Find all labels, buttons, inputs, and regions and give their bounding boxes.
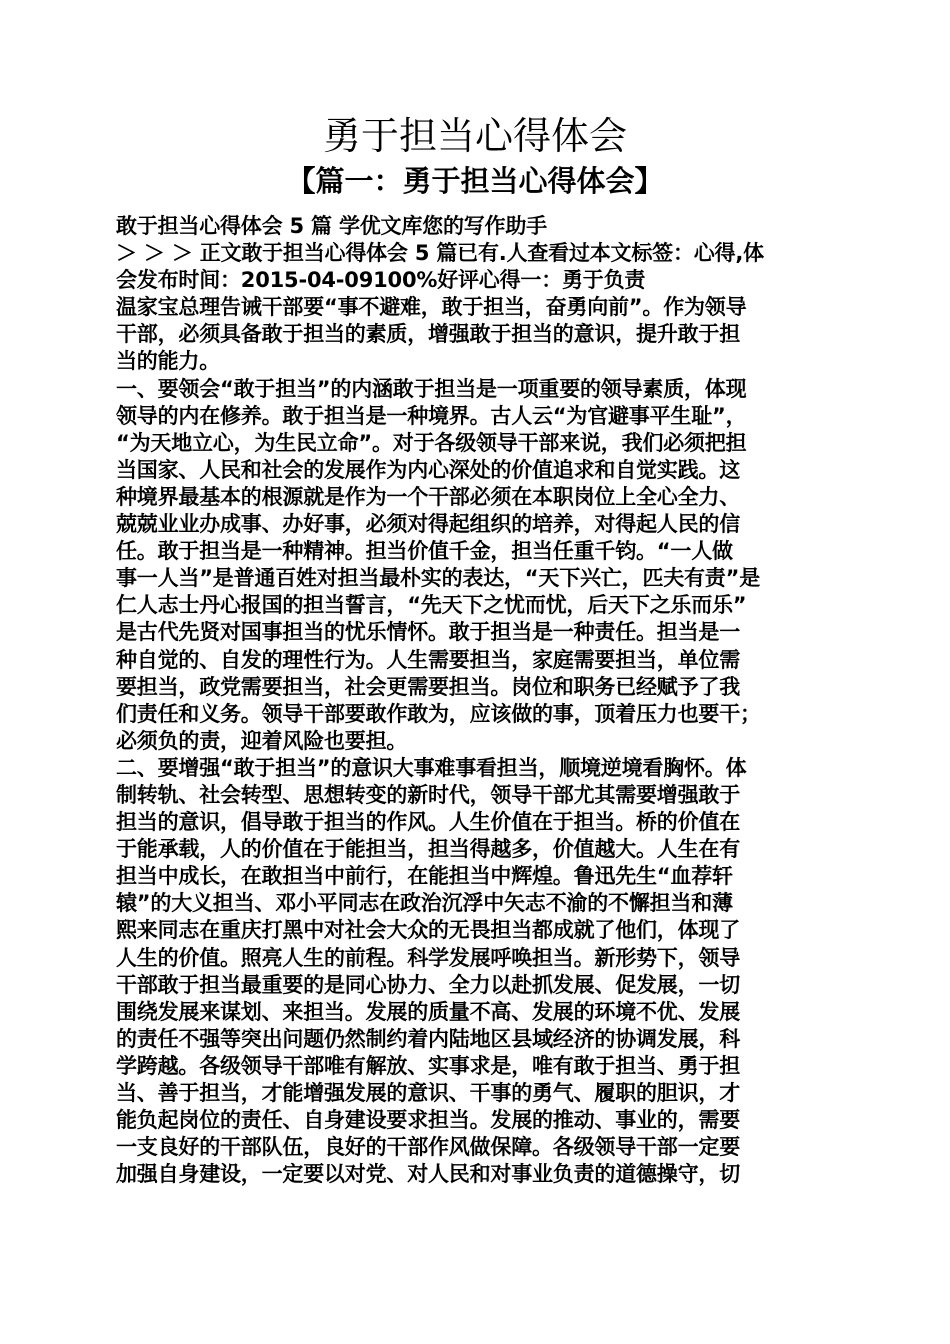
document-subtitle: 【篇一：勇于担当心得体会】 bbox=[286, 164, 664, 198]
body-text-line: 仁人志士丹心报国的担当誓言，“先天下之忧而忧，后天下之乐而乐” bbox=[116, 593, 747, 618]
body-text-line: 熙来同志在重庆打黑中对社会大众的无畏担当都成就了他们，体现了 bbox=[116, 918, 740, 943]
body-text-line: 种境界最基本的根源就是作为一个干部必须在本职岗位上全心全力、 bbox=[116, 484, 740, 509]
body-text-line: 当的能力。 bbox=[116, 349, 220, 374]
body-text-line: ＞ ＞ ＞ 正文敢于担当心得体会 5 篇已有.人查看过本文标签：心得,体 bbox=[116, 241, 764, 266]
body-text-line: 是古代先贤对国事担当的忧乐情怀。敢于担当是一种责任。担当是一 bbox=[116, 620, 740, 645]
body-text-line: 二、要增强“敢于担当”的意识大事难事看担当，顺境逆境看胸怀。体 bbox=[116, 755, 747, 780]
body-text-line: 事一人当”是普通百姓对担当最朴实的表达，“天下兴亡，匹夫有责”是 bbox=[116, 566, 761, 591]
body-text-line: 敢于担当心得体会 5 篇 学优文库您的写作助手 bbox=[116, 214, 547, 238]
body-text-line: 温家宝总理告诫干部要“事不避难，敢于担当，奋勇向前”。作为领导 bbox=[116, 295, 747, 320]
body-text-line: 一支良好的干部队伍，良好的干部作风做保障。各级领导干部一定要 bbox=[116, 1135, 740, 1160]
body-text-line: 于能承载，人的价值在于能担当，担当得越多，价值越大。人生在有 bbox=[116, 837, 740, 862]
body-text-line: 要担当，政党需要担当，社会更需要担当。岗位和职务已经赋予了我 bbox=[116, 674, 740, 699]
body-text-line: 围绕发展来谋划、来担当。发展的质量不高、发展的环境不优、发展 bbox=[116, 999, 740, 1024]
body-text-line: 的责任不强等突出问题仍然制约着内陆地区县域经济的协调发展，科 bbox=[116, 1026, 740, 1051]
document-body bbox=[116, 213, 842, 1188]
body-text-line: 当、善于担当，才能增强发展的意识、干事的勇气、履职的胆识，才 bbox=[116, 1081, 740, 1105]
body-text-line: 担当的意识，倡导敢于担当的作风。人生价值在于担当。桥的价值在 bbox=[116, 810, 740, 835]
document-title: 勇于担当心得体会 bbox=[322, 114, 627, 158]
body-text-line: 人生的价值。照亮人生的前程。科学发展呼唤担当。新形势下，领导 bbox=[116, 945, 740, 970]
body-text-line: 干部敢于担当最重要的是同心协力、全力以赴抓发展、促发展，一切 bbox=[116, 972, 740, 997]
body-text-line: 能负起岗位的责任、自身建设要求担当。发展的推动、事业的，需要 bbox=[116, 1108, 740, 1133]
body-text-line: 任。敢于担当是一种精神。担当价值千金，担当任重千钧。“一人做 bbox=[116, 539, 733, 564]
body-text-line: 加强自身建设，一定要以对党、对人民和对事业负责的道德操守，切 bbox=[116, 1162, 740, 1187]
body-text-line: 会发布时间：2015-04-09100%好评心得一：勇于负责 bbox=[116, 268, 646, 293]
body-text-line: 学跨越。各级领导干部唯有解放、实事求是，唯有敢于担当、勇于担 bbox=[116, 1053, 740, 1078]
body-text-line: 担当中成长，在敢担当中前行，在能担当中辉煌。鲁迅先生“血荐轩 bbox=[116, 864, 733, 889]
body-text-line: 辕”的大义担当、邓小平同志在政治沉浮中矢志不渝的不懈担当和薄 bbox=[116, 891, 733, 916]
body-text-line: 制转轨、社会转型、思想转变的新时代，领导干部尤其需要增强敢于 bbox=[116, 782, 740, 807]
body-text-line: 领导的内在修养。敢于担当是一种境界。古人云“为官避事平生耻”， bbox=[116, 403, 747, 428]
body-text-line: 一、要领会“敢于担当”的内涵敢于担当是一项重要的领导素质，体现 bbox=[116, 376, 747, 401]
body-text-line: 必须负的责，迎着风险也要担。 bbox=[116, 728, 408, 753]
body-text-line: 当国家、人民和社会的发展作为内心深处的价值追求和自觉实践。这 bbox=[116, 457, 740, 482]
body-text-line: “为天地立心，为生民立命”。对于各级领导干部来说，我们必须把担 bbox=[116, 430, 747, 455]
body-text-line: 干部，必须具备敢于担当的素质，增强敢于担当的意识，提升敢于担 bbox=[116, 322, 740, 347]
body-text-line: 兢兢业业办成事、办好事，必须对得起组织的培养，对得起人民的信 bbox=[116, 512, 740, 537]
body-text-line: 种自觉的、自发的理性行为。人生需要担当，家庭需要担当，单位需 bbox=[116, 647, 740, 672]
body-text-line: 们责任和义务。领导干部要敢作敢为，应该做的事，顶着压力也要干； bbox=[116, 701, 761, 726]
